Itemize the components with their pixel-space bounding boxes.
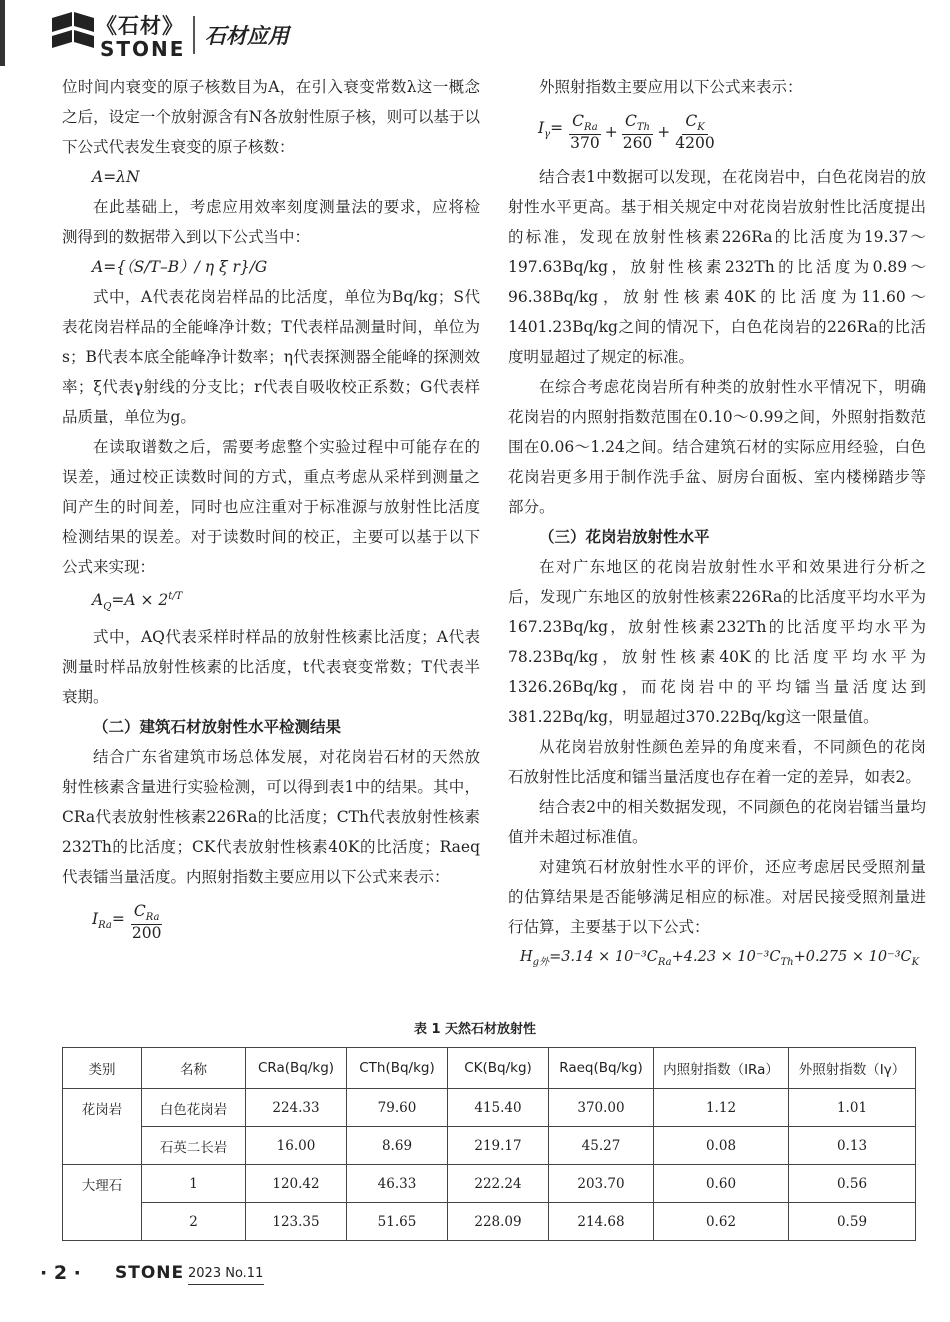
paragraph: 结合广东省建筑市场总体发展，对花岗岩石材的天然放射性核素含量进行实验检测，可以得到表1中的结果。其中，CRa代表放射性核素226Ra的比活度；CTh代表放射性核素232Th的比活度；CK代表放射性核素40K的比活度；Raeq代表镭当量活度。内照射指数主要应用以下公式来表示： [62,748,480,887]
table-cell: 1.12 [654,1089,789,1127]
issue-underline [188,1284,264,1285]
table-header-cell: CK(Bq/kg) [448,1048,549,1089]
subsection-heading: （三）花岗岩放射性水平 [539,528,710,546]
table-caption: 表 1 天然石材放射性 [413,1022,537,1037]
formula-internal-index: $I_{Ra}=$ $\frac{C_{Ra}}{200}$ [92,902,162,942]
paragraph: 在此基础上，考虑应用效率刻度测量法的要求，应将检测得到的数据带入到以下公式当中： [62,198,480,246]
table-cell: 0.59 [789,1203,916,1241]
table-header-row [63,1048,916,1089]
header-divider [193,16,195,54]
paragraph: 位时间内衰变的原子核数目为A，在引入衰变常数λ这一概念之后，设定一个放射源含有N各放射性原子核，则可以基于以下公式代表发生衰变的原子核数： [62,78,480,156]
paragraph: 结合表2中的相关数据发现，不同颜色的花岗岩镭当量均值并未超过标准值。 [508,798,926,846]
table-cell: 16.00 [246,1127,347,1165]
journal-name: STONE [115,1263,185,1283]
subsection-heading: （二）建筑石材放射性水平检测结果 [93,718,342,737]
paragraph: 从花岗岩放射性颜色差异的角度来看，不同颜色的花岗石放射性比活度和镭当量活度也存在着一定的差异，如表2。 [508,738,926,786]
table-cell-category [63,1127,142,1165]
stone-logo-icon [52,12,94,56]
paragraph: 在综合考虑花岗岩所有种类的放射性水平情况下，明确花岗岩的内照射指数范围在0.10～0.99之间，外照射指数范围在0.06～1.24之间。结合建筑石材的实际应用经验，白色花岗岩更多用于制作洗手盆、厨房台面板、室内楼梯踏步等部分。 [508,378,926,516]
table-cell-name: 2 [142,1203,246,1241]
page-number: · 2 · [40,1262,81,1284]
formula-dose: $H_{g外}=3.14 \times 10^{-3}C_{Ra}+4.23 \times 10^{-3}C_{Th}+0.275 \times 10^{-3}C_K$ [520,949,920,968]
paragraph: 对建筑石材放射性水平的评价，还应考虑居民受照剂量的估算结果是否能够满足相应的标准。对居民接受照剂量进行估算，主要基于以下公式： [508,858,926,936]
table-cell: 214.68 [549,1203,654,1241]
paragraph: 结合表1中数据可以发现，在花岗岩中，白色花岗岩的放射性水平更高。基于相关规定中对花岗岩放射性比活度提出的标准，发现在放射性核素226Ra的比活度为19.37～197.63Bq/kg，放射性核素232Th的比活度为0.89～96.38Bq/kg，放射性核素40K的比活度为11.60～1401.23Bq/kg之间的情况下，白色花岗岩的226Ra的比活度明显超过了规定的标准。 [508,168,926,366]
table-cell: 123.35 [246,1203,347,1241]
table-cell: 0.13 [789,1127,916,1165]
table-cell: 219.17 [448,1127,549,1165]
table-row [63,1089,916,1127]
table-cell: 79.60 [347,1089,448,1127]
table-header-cell: 内照射指数（IRa） [654,1048,789,1089]
section-title: 石材应用 [205,24,289,48]
header-side-bar [0,0,5,66]
table-header-cell: CTh(Bq/kg) [347,1048,448,1089]
issue-number: 2023 No.11 [188,1266,264,1281]
table-header-cell: CRa(Bq/kg) [246,1048,347,1089]
right-column [508,72,926,978]
logo-chinese-text: 《石材》 [96,14,184,38]
table-cell-name: 白色花岗岩 [142,1089,246,1127]
paragraph: 在读取谱数之后，需要考虑整个实验过程中可能存在的误差，通过校正读数时间的方式，重点考虑从采样到测量之间产生的时间差，同时也应注重对于标准源与放射性比活度检测结果的误差。对于读数时间的校正，主要可以基于以下公式来实现： [62,438,480,576]
table-cell: 120.42 [246,1165,347,1203]
table-cell: 51.65 [347,1203,448,1241]
table-header-cell: 名称 [142,1048,246,1089]
table-cell-category: 花岗岩 [63,1089,142,1127]
table-cell-category [63,1203,142,1241]
formula-external-index: $I_\gamma=$ $\frac{C_{Ra}}{370}$ + $\frac{C_{Th}}{260}$ + $\frac{C_K}{4200}$ [538,112,715,152]
paragraph: 在对广东地区的花岗岩放射性水平和效果进行分析之后，发现广东地区的放射性核素226Ra的比活度平均水平为167.23Bq/kg，放射性核素232Th的比活度平均水平为78.23Bq/kg，放射性核素40K的比活度平均水平为1326.26Bq/kg，而花岗岩中的平均镭当量活度达到381.22Bq/kg，明显超过370.22Bq/kg这一限量值。 [508,558,926,726]
radioactivity-table [62,1047,916,1241]
table-row [63,1203,916,1241]
formula-decay: A=λN [92,168,140,186]
table-row [63,1127,916,1165]
table-row [63,1165,916,1203]
table-cell: 45.27 [549,1127,654,1165]
table-cell: 370.00 [549,1089,654,1127]
table-cell: 415.40 [448,1089,549,1127]
table-cell: 46.33 [347,1165,448,1203]
table-cell: 228.09 [448,1203,549,1241]
table-cell: 8.69 [347,1127,448,1165]
paragraph: 式中，A代表花岗岩样品的比活度，单位为Bq/kg；S代表花岗岩样品的全能峰净计数；T代表样品测量时间，单位为s；B代表本底全能峰净计数率；η代表探测器全能峰的探测效率；ξ代表γ射线的分支比；r代表自吸收校正系数；G代表样品质量，单位为g。 [62,288,480,426]
page-header [0,0,950,70]
left-column [62,72,480,952]
table-cell: 203.70 [549,1165,654,1203]
logo-english-text: STONE [100,37,186,61]
table-cell: 0.08 [654,1127,789,1165]
table-cell: 0.56 [789,1165,916,1203]
formula-time-correction: $A_Q=A \times 2^{t/T}$ [92,591,183,613]
table-cell: 0.60 [654,1165,789,1203]
paragraph: 外照射指数主要应用以下公式来表示： [539,78,803,96]
table-header-cell: 外照射指数（Iγ） [789,1048,916,1089]
table-cell: 0.62 [654,1203,789,1241]
table-header-cell: Raeq(Bq/kg) [549,1048,654,1089]
paragraph: 式中，AQ代表采样时样品的放射性核素比活度；A代表测量时样品放射性核素的比活度，t代表衰变常数；T代表半衰期。 [62,628,480,707]
table-cell: 224.33 [246,1089,347,1127]
formula-activity: A={（S/T–B）/ η ξ r}/G [92,258,268,276]
table-header-cell: 类别 [63,1048,142,1089]
table-cell-category: 大理石 [63,1165,142,1203]
table-cell-name: 1 [142,1165,246,1203]
table-cell-name: 石英二长岩 [142,1127,246,1165]
table-cell: 222.24 [448,1165,549,1203]
table-cell: 1.01 [789,1089,916,1127]
